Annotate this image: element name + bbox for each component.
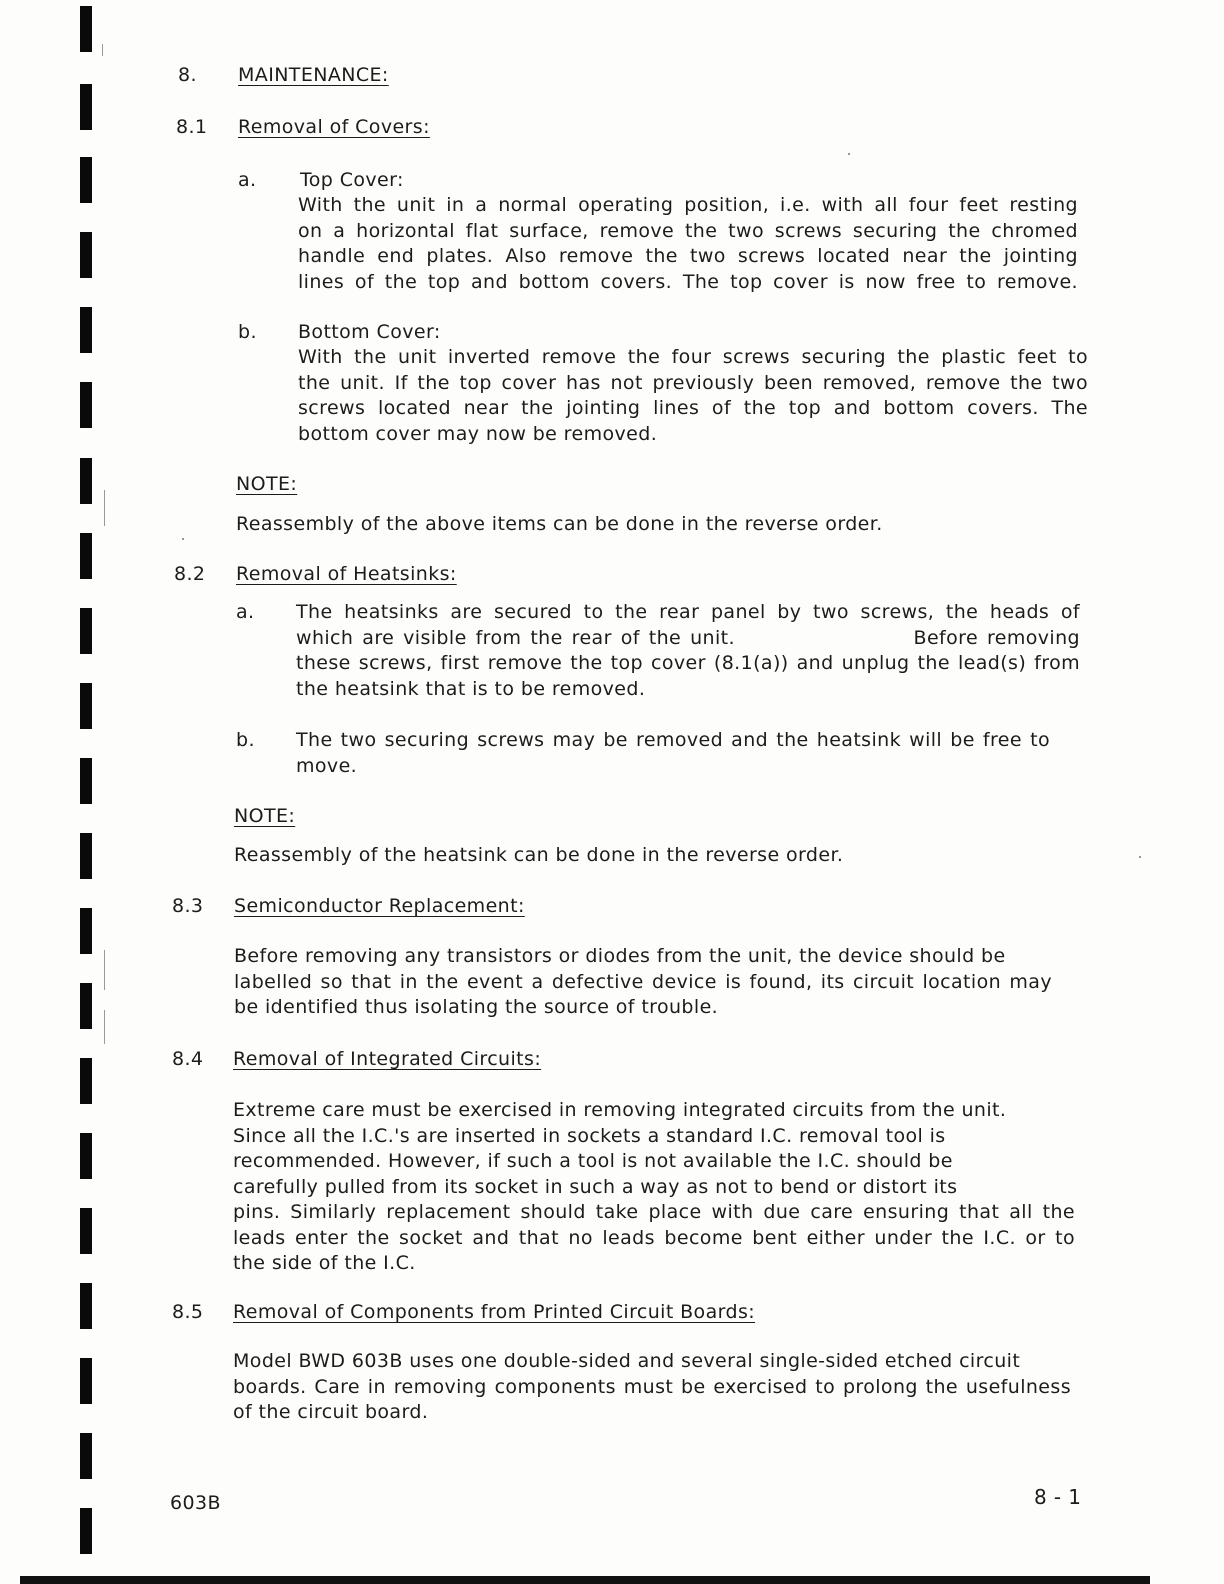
item-heading: Top Cover:: [300, 169, 404, 191]
item-paragraph: [296, 728, 1050, 779]
item-heading: Bottom Cover:: [298, 321, 441, 343]
note-text: Reassembly of the heatsink can be done in the reverse order.: [234, 844, 844, 866]
item-marker: b.: [238, 321, 257, 343]
paragraph-line: recommended. However, if such a tool is not available the I.C. should be: [233, 1150, 953, 1172]
paragraph-line: The two securing screws may be removed and the heatsink will be free to: [296, 729, 1050, 751]
section-paragraph: [233, 1098, 1075, 1277]
section-paragraph: [234, 944, 1052, 1021]
note-label: NOTE:: [236, 473, 298, 495]
paragraph-line: bottom cover may now be removed.: [298, 422, 658, 445]
binding-mark: [80, 382, 92, 428]
binding-mark: [80, 1208, 92, 1254]
section-title: MAINTENANCE:: [238, 64, 389, 86]
binding-mark: [80, 1058, 92, 1104]
scan-artifact: [104, 490, 105, 526]
paragraph-line: leads enter the socket and that no leads become bent either under the I.C. or to: [233, 1226, 1075, 1249]
paragraph-line: Since all the I.C.'s are inserted in sockets a standard I.C. removal tool is: [233, 1124, 946, 1147]
binding-mark: [80, 84, 92, 130]
binding-mark: [80, 1358, 92, 1404]
binding-mark: [80, 232, 92, 278]
scan-speck: [182, 538, 184, 540]
paragraph-line: be identified thus isolating the source of trouble.: [234, 996, 719, 1018]
paragraph-line: these screws, first remove the top cover (8.1(a)) and unplug the lead(s) from: [296, 652, 1080, 674]
item-paragraph: [298, 193, 1078, 295]
paragraph-line: Extreme care must be exercised in removing integrated circuits from the unit.: [233, 1099, 1007, 1121]
item-paragraph: [296, 600, 1080, 702]
paragraph-line: the heatsink that is to be removed.: [296, 677, 646, 700]
binding-mark: [80, 1508, 92, 1554]
subsection-number: 8.4: [172, 1048, 204, 1070]
binding-mark: [80, 1133, 92, 1179]
binding-mark: [80, 983, 92, 1029]
note-label: NOTE:: [234, 805, 296, 827]
paragraph-line: which are visible from the rear of the unit. Before removing: [296, 626, 1080, 649]
paragraph-line: the side of the I.C.: [233, 1252, 416, 1274]
paragraph-line: on a horizontal flat surface, remove the two screws securing the chromed: [298, 219, 1078, 242]
paragraph-line: pins. Similarly replacement should take place with due care ensuring that all the: [233, 1201, 1075, 1223]
subsection-title: Semiconductor Replacement:: [234, 895, 525, 917]
item-marker: a.: [238, 169, 257, 191]
page-number: 8 - 1: [1034, 1485, 1082, 1509]
paragraph-line: of the circuit board.: [233, 1401, 429, 1423]
binding-mark: [80, 533, 92, 579]
bottom-edge-rule: [20, 1576, 1150, 1584]
paragraph-line: screws located near the jointing lines of the top and bottom covers. The: [298, 397, 1088, 419]
binding-mark: [80, 683, 92, 729]
binding-mark: [80, 758, 92, 804]
note-text: Reassembly of the above items can be done in the reverse order.: [236, 513, 883, 535]
subsection-title: Removal of Integrated Circuits:: [233, 1048, 542, 1070]
scan-artifact: [102, 44, 103, 56]
paragraph-line: move.: [296, 754, 358, 777]
subsection-number: 8.2: [174, 563, 206, 585]
subsection-number: 8.1: [176, 116, 208, 138]
binding-mark: [80, 608, 92, 654]
subsection-number: 8.3: [172, 895, 204, 917]
scan-artifact: [104, 950, 105, 990]
paragraph-line: lines of the top and bottom covers. The top cover is now free to remove.: [298, 270, 1078, 293]
section-number: 8.: [178, 64, 197, 86]
subsection-title: Removal of Covers:: [238, 116, 430, 138]
paragraph-line: Before removing any transistors or diodes from the unit, the device should be: [234, 945, 1006, 967]
binding-mark: [80, 908, 92, 954]
item-marker: a.: [236, 601, 255, 623]
binding-mark: [80, 157, 92, 203]
binding-mark: [80, 1433, 92, 1479]
item-marker: b.: [236, 729, 255, 751]
paragraph-line: handle end plates. Also remove the two screws located near the jointing: [298, 245, 1078, 267]
paragraph-line: Model BWD 603B uses one double-sided and several single-sided etched circuit: [233, 1350, 1021, 1372]
paragraph-line: labelled so that in the event a defective device is found, its circuit location may: [234, 970, 1052, 993]
binding-mark: [80, 1283, 92, 1329]
paragraph-line: boards. Care in removing components must be exercised to prolong the usefulness: [233, 1375, 1071, 1398]
subsection-number: 8.5: [172, 1301, 204, 1323]
section-paragraph: [233, 1349, 1071, 1426]
paragraph-line: the unit. If the top cover has not previously been removed, remove the two: [298, 371, 1088, 394]
scan-speck: [1139, 856, 1141, 858]
paragraph-line: With the unit in a normal operating position, i.e. with all four feet resting: [298, 194, 1078, 216]
paragraph-line: carefully pulled from its socket in such a way as not to bend or distort its: [233, 1175, 958, 1198]
binding-mark: [80, 307, 92, 353]
footer-model: 603B: [170, 1492, 221, 1514]
binding-mark: [80, 833, 92, 879]
paragraph-line: With the unit inverted remove the four screws securing the plastic feet to: [298, 346, 1088, 368]
binding-mark: [80, 458, 92, 504]
paragraph-line: The heatsinks are secured to the rear panel by two screws, the heads of: [296, 601, 1080, 623]
scan-artifact: [104, 1010, 105, 1044]
item-paragraph: [298, 345, 1088, 447]
binding-mark: [80, 6, 92, 52]
subsection-title: Removal of Heatsinks:: [236, 563, 457, 585]
subsection-title: Removal of Components from Printed Circuit Boards:: [233, 1301, 756, 1323]
scan-speck: [848, 153, 850, 155]
